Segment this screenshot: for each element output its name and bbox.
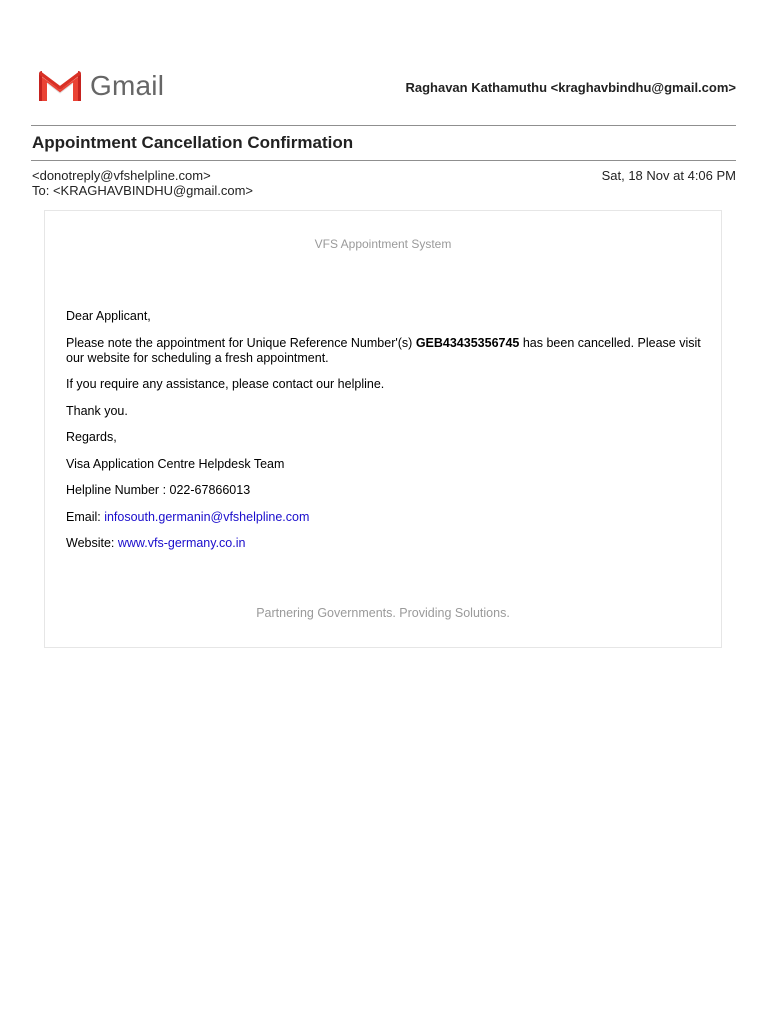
contact-website — [66, 536, 702, 551]
team-name: Visa Application Centre Helpdesk Team — [66, 456, 285, 471]
account-label: Raghavan Kathamuthu <kraghavbindhu@gmail.com> — [405, 80, 736, 95]
website-label: Website: — [66, 536, 118, 550]
assistance-text: If you require any assistance, please contact our helpline. — [66, 377, 385, 391]
gmail-wordmark: Gmail — [90, 70, 165, 101]
gmail-logo — [38, 70, 164, 102]
system-name: VFS Appointment System — [314, 237, 452, 251]
divider — [31, 125, 736, 126]
website-link[interactable]: www.vfs-germany.co.in — [117, 536, 246, 550]
regards-text: Regards, — [66, 430, 117, 444]
reference-number: GEB43435356745 — [415, 335, 520, 350]
paragraph-prefix: Please note the appointment for Unique Reference Number'(s) — [66, 335, 416, 350]
print-header — [0, 0, 768, 126]
paragraph-suffix: has been cancelled. Please visit our website for scheduling a fresh appointment. — [66, 335, 701, 365]
footer-tagline: Partnering Governments. Providing Solutions. — [256, 606, 510, 620]
message-subject: Appointment Cancellation Confirmation — [32, 133, 354, 152]
thanks-text: Thank you. — [66, 403, 128, 418]
gmail-m-icon — [38, 70, 82, 102]
email-link[interactable]: infosouth.germanin@vfshelpline.com — [104, 509, 310, 524]
message-sender: <donotreply@vfshelpline.com> — [32, 168, 211, 183]
divider — [31, 160, 736, 161]
helpline-number: Helpline Number : 022-67866013 — [66, 483, 251, 497]
message-recipient: To: <KRAGHAVBINDHU@gmail.com> — [32, 183, 254, 198]
contact-email — [66, 510, 702, 525]
cancellation-paragraph — [66, 336, 702, 366]
greeting: Dear Applicant, — [66, 309, 151, 323]
message-date: Sat, 18 Nov at 4:06 PM — [601, 168, 736, 183]
email-body — [44, 210, 722, 648]
email-label: Email: — [66, 509, 105, 524]
email-content — [66, 309, 702, 563]
